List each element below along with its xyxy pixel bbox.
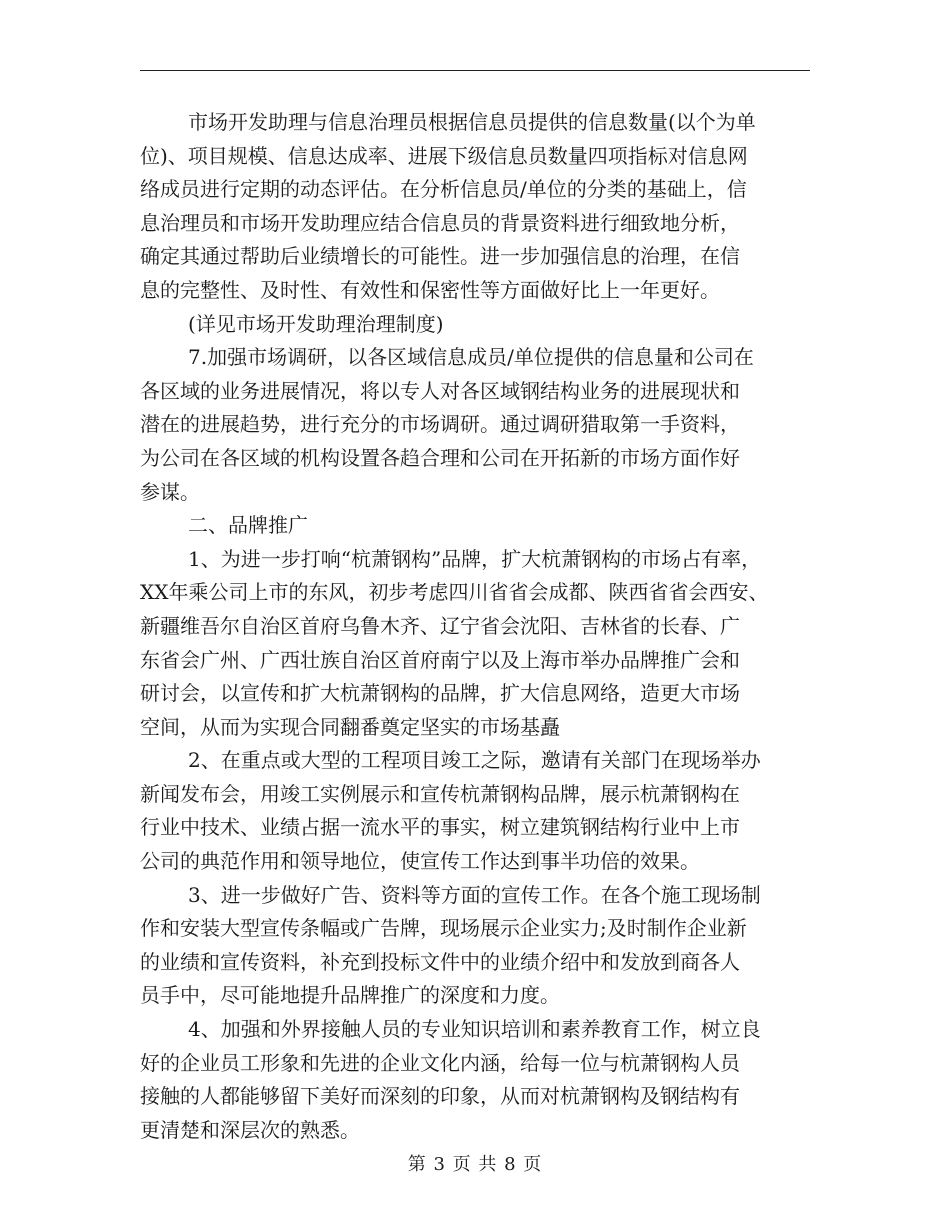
line-text: (详见市场开发助理治理制度) bbox=[188, 311, 444, 336]
paragraph-line bbox=[140, 476, 812, 510]
line-text: 作和安装大型宣传条幅或广告牌，现场展示企业实力;及时制作企业新 bbox=[140, 916, 747, 941]
line-text: 络成员进行定期的动态评估。在分析信息员/单位的分类的基础上，信 bbox=[140, 177, 747, 202]
paragraph-line bbox=[140, 442, 812, 476]
line-text: 2、在重点或大型的工程项目竣工之际，邀请有关部门在现场举办 bbox=[188, 748, 761, 773]
line-text: 参谋。 bbox=[140, 479, 200, 504]
paragraph-line bbox=[140, 1080, 812, 1114]
page-number: 第 3 页 共 8 页 bbox=[407, 1154, 543, 1175]
line-text: 二、品牌推广 bbox=[188, 513, 308, 538]
paragraph-line bbox=[140, 912, 812, 946]
line-text: 市场开发助理与信息治理员根据信息员提供的信息数量(以个为单 bbox=[188, 110, 756, 134]
line-text: 公司的典范作用和领导地位，使宣传工作达到事半功倍的效果。 bbox=[140, 849, 700, 874]
line-text: 行业中技术、业绩占据一流水平的事实，树立建筑钢结构行业中上市 bbox=[140, 815, 740, 840]
line-text: 空间，从而为实现合同翻番奠定坚实的市场基矗 bbox=[140, 714, 560, 739]
paragraph-line bbox=[140, 946, 812, 980]
line-text: 4、加强和外界接触人员的专业知识培训和素养教育工作，树立良 bbox=[188, 1017, 761, 1042]
paragraph-first-line bbox=[140, 744, 812, 778]
line-text: 位)、项目规模、信息达成率、进展下级信息员数量四项指标对信息网 bbox=[140, 143, 748, 168]
paragraph-line bbox=[140, 576, 812, 610]
line-text: 更清楚和深层次的熟悉。 bbox=[140, 1117, 360, 1142]
paragraph-line bbox=[140, 979, 812, 1013]
line-text: 1、为进一步打响“杭萧钢构”品牌，扩大杭萧钢构的市场占有率， bbox=[188, 546, 762, 571]
paragraph-line bbox=[140, 711, 812, 745]
paragraph-line bbox=[140, 845, 812, 879]
paragraph-line bbox=[140, 778, 812, 812]
paragraph-line bbox=[140, 207, 812, 241]
line-text: 新闻发布会，用竣工实例展示和宣传杭萧钢构品牌，展示杭萧钢构在 bbox=[140, 781, 740, 806]
line-text: 7.加强市场调研，以各区域信息成员/单位提供的信息量和公司在 bbox=[188, 345, 754, 370]
line-text: 员手中，尽可能地提升品牌推广的深度和力度。 bbox=[140, 983, 560, 1008]
line-text: XX年乘公司上市的东风，初步考虑四川省省会成都、陕西省省会西安、 bbox=[140, 580, 769, 605]
line-text: 确定其通过帮助后业绩增长的可能性。进一步加强信息的治理，在信 bbox=[140, 244, 740, 269]
paragraph-line bbox=[140, 677, 812, 711]
line-text: 研讨会，以宣传和扩大杭萧钢构的品牌，扩大信息网络，造更大市场 bbox=[140, 681, 740, 706]
line-text: 3、进一步做好广告、资料等方面的宣传工作。在各个施工现场制 bbox=[188, 882, 761, 907]
paragraph-line bbox=[140, 644, 812, 678]
paragraph-line bbox=[140, 811, 812, 845]
line-text: 接触的人都能够留下美好而深刻的印象，从而对杭萧钢构及钢结构有 bbox=[140, 1084, 740, 1109]
document-body bbox=[140, 106, 812, 1147]
paragraph-first-line bbox=[140, 308, 812, 342]
line-text: 息的完整性、及时性、有效性和保密性等方面做好比上一年更好。 bbox=[140, 277, 720, 302]
paragraph-first-line bbox=[140, 509, 812, 543]
header-rule bbox=[140, 70, 810, 71]
line-text: 息治理员和市场开发助理应结合信息员的背景资料进行细致地分析， bbox=[140, 210, 740, 235]
paragraph-first-line bbox=[140, 341, 812, 375]
paragraph-line bbox=[140, 408, 812, 442]
paragraph-line bbox=[140, 140, 812, 174]
line-text: 的业绩和宣传资料，补充到投标文件中的业绩介绍中和发放到商各人 bbox=[140, 949, 740, 974]
paragraph-line bbox=[140, 375, 812, 409]
paragraph-line bbox=[140, 240, 812, 274]
paragraph-first-line bbox=[140, 1013, 812, 1047]
paragraph-line bbox=[140, 1047, 812, 1081]
paragraph-line bbox=[140, 274, 812, 308]
line-text: 为公司在各区域的机构设置各趋合理和公司在开拓新的市场方面作好 bbox=[140, 445, 740, 470]
paragraph-line bbox=[140, 1114, 812, 1148]
paragraph-first-line bbox=[140, 543, 812, 577]
paragraph-line bbox=[140, 173, 812, 207]
paragraph-first-line bbox=[140, 879, 812, 913]
line-text: 好的企业员工形象和先进的企业文化内涵，给每一位与杭萧钢构人员 bbox=[140, 1050, 740, 1075]
line-text: 东省会广州、广西壮族自治区首府南宁以及上海市举办品牌推广会和 bbox=[140, 647, 740, 672]
line-text: 各区域的业务进展情况，将以专人对各区域钢结构业务的进展现状和 bbox=[140, 378, 740, 403]
line-text: 潜在的进展趋势，进行充分的市场调研。通过调研猎取第一手资料， bbox=[140, 412, 740, 437]
line-text: 新疆维吾尔自治区首府乌鲁木齐、辽宁省会沈阳、吉林省的长春、广 bbox=[140, 613, 740, 638]
paragraph-first-line bbox=[140, 106, 812, 140]
paragraph-line bbox=[140, 610, 812, 644]
